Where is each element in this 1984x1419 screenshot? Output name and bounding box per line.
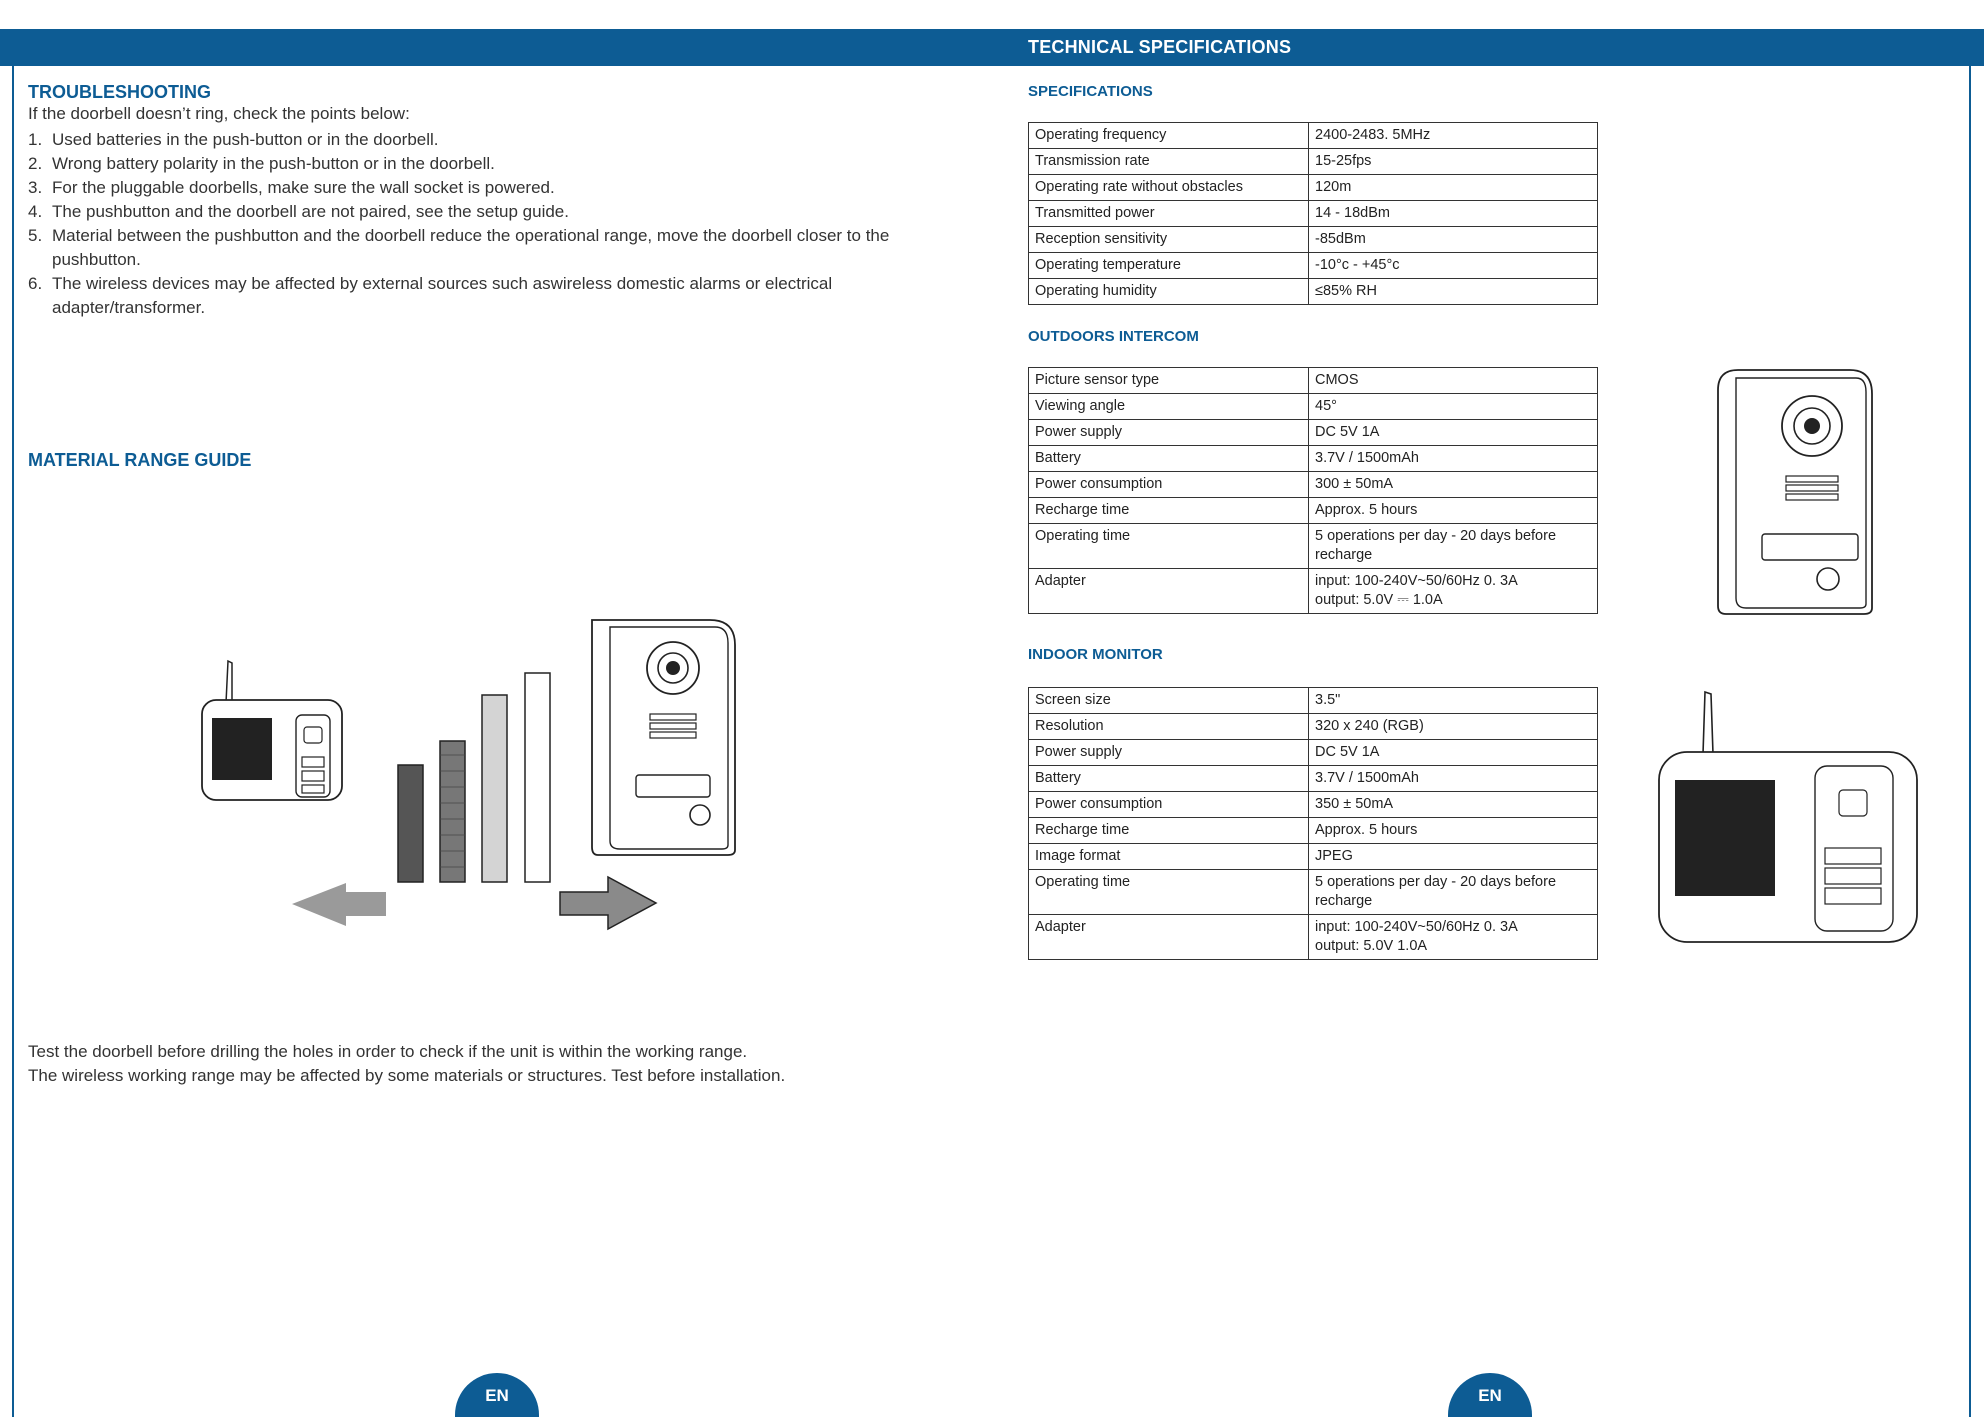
spec-value-line: 14 - 18dBm — [1315, 205, 1390, 221]
spec-value-line: 320 x 240 (RGB) — [1315, 718, 1424, 734]
spec-row — [1029, 149, 1598, 175]
indoor-monitor-heading: INDOOR MONITOR — [1028, 646, 1163, 663]
spec-row — [1029, 472, 1598, 498]
spec-value-line: 3.7V / 1500mAh — [1315, 450, 1419, 466]
material-bar-wood — [525, 673, 550, 882]
troubleshooting-item-number: 1. — [28, 130, 43, 149]
spec-value-line: 3.7V / 1500mAh — [1315, 770, 1419, 786]
spec-label: Operating time — [1029, 870, 1309, 915]
spec-value — [1309, 740, 1598, 766]
spec-label: Transmission rate — [1029, 149, 1309, 175]
spec-row — [1029, 524, 1598, 569]
spec-label: Operating temperature — [1029, 253, 1309, 279]
spec-value-line: 5 operations per day - 20 days before — [1315, 528, 1557, 544]
spec-value-line: output: 5.0V 1.0A — [1315, 938, 1428, 954]
spec-value — [1309, 149, 1598, 175]
spec-value-line: input: 100-240V~50/60Hz 0. 3A — [1315, 919, 1518, 935]
spec-row — [1029, 915, 1598, 960]
spec-row — [1029, 279, 1598, 305]
spec-value — [1309, 792, 1598, 818]
outdoor-intercom-image — [1712, 368, 1882, 618]
spec-label: Battery — [1029, 446, 1309, 472]
troubleshooting-item — [28, 176, 898, 200]
spec-value-line: recharge — [1315, 547, 1373, 563]
spec-value — [1309, 569, 1598, 614]
spec-label: Screen size — [1029, 688, 1309, 714]
spec-value-line: 5 operations per day - 20 days before — [1315, 874, 1557, 890]
spec-value-line: CMOS — [1315, 372, 1359, 388]
troubleshooting-item — [28, 152, 898, 176]
material-range-heading: MATERIAL RANGE GUIDE — [28, 450, 252, 470]
spec-label: Picture sensor type — [1029, 368, 1309, 394]
spec-value-line: 120m — [1315, 179, 1352, 195]
spec-row — [1029, 123, 1598, 149]
right-page-border — [1969, 66, 1971, 1417]
indoor-monitor-illustration — [202, 661, 342, 800]
spec-label: Power supply — [1029, 740, 1309, 766]
troubleshooting-item-text: Material between the pushbutton and the doorbell reduce the operational range, move the doorbell closer to the pushbutton. — [52, 226, 890, 269]
spec-value — [1309, 688, 1598, 714]
left-page-border — [12, 66, 14, 1417]
specifications-heading: SPECIFICATIONS — [1028, 83, 1153, 100]
material-range-note-line-2: The wireless working range may be affected by some materials or structures. Test before installation. — [28, 1066, 786, 1085]
troubleshooting-item-text: Wrong battery polarity in the push-button or in the doorbell. — [52, 154, 495, 173]
troubleshooting-item-text: The pushbutton and the doorbell are not paired, see the setup guide. — [52, 202, 569, 221]
material-bar-concrete — [482, 695, 507, 882]
spec-value — [1309, 472, 1598, 498]
outdoor-intercom-table — [1028, 367, 1598, 614]
spec-value — [1309, 714, 1598, 740]
troubleshooting-item-number: 5. — [28, 226, 43, 245]
spec-label: Image format — [1029, 844, 1309, 870]
spec-value — [1309, 368, 1598, 394]
spec-label: Adapter — [1029, 569, 1309, 614]
language-tab-right: EN — [1448, 1373, 1532, 1417]
spec-label: Adapter — [1029, 915, 1309, 960]
spec-row — [1029, 569, 1598, 614]
spec-row — [1029, 175, 1598, 201]
troubleshooting-item-text: The wireless devices may be affected by external sources such aswireless domestic alarms or electrical adapter/transformer. — [52, 274, 833, 317]
spec-value — [1309, 870, 1598, 915]
spec-label: Power supply — [1029, 420, 1309, 446]
indoor-monitor-image — [1655, 688, 1925, 958]
spec-value — [1309, 818, 1598, 844]
spec-value — [1309, 420, 1598, 446]
spec-row — [1029, 870, 1598, 915]
troubleshooting-list — [28, 128, 898, 320]
spec-row — [1029, 446, 1598, 472]
indoor-monitor-table — [1028, 687, 1598, 960]
material-bar-metal — [398, 765, 423, 882]
outdoor-intercom-illustration — [592, 620, 735, 855]
spec-row — [1029, 844, 1598, 870]
spec-label: Operating humidity — [1029, 279, 1309, 305]
troubleshooting-item-text: For the pluggable doorbells, make sure the wall socket is powered. — [52, 178, 555, 197]
spec-value-line: 15-25fps — [1315, 153, 1372, 169]
troubleshooting-item-text: Used batteries in the push-button or in the doorbell. — [52, 130, 439, 149]
spec-value — [1309, 524, 1598, 569]
spec-value-line: Approx. 5 hours — [1315, 502, 1418, 518]
spec-label: Transmitted power — [1029, 201, 1309, 227]
spec-value-line: -10°c - +45°c — [1315, 257, 1400, 273]
troubleshooting-intro: If the doorbell doesn’t ring, check the points below: — [28, 104, 410, 123]
spec-label: Battery — [1029, 766, 1309, 792]
spec-row — [1029, 201, 1598, 227]
spec-label: Power consumption — [1029, 472, 1309, 498]
spec-value-line: Approx. 5 hours — [1315, 822, 1418, 838]
spec-label: Recharge time — [1029, 818, 1309, 844]
troubleshooting-item-number: 3. — [28, 178, 43, 197]
spec-value-line: 45° — [1315, 398, 1337, 414]
material-range-note — [28, 1040, 785, 1088]
spec-value — [1309, 446, 1598, 472]
specifications-table — [1028, 122, 1598, 305]
spec-label: Power consumption — [1029, 792, 1309, 818]
troubleshooting-item — [28, 272, 898, 320]
spec-label: Operating time — [1029, 524, 1309, 569]
material-range-illustration — [190, 615, 710, 915]
spec-row — [1029, 740, 1598, 766]
troubleshooting-heading: TROUBLESHOOTING — [28, 82, 211, 102]
material-range-note-line-1: Test the doorbell before drilling the holes in order to check if the unit is within the working range. — [28, 1042, 748, 1061]
spec-value-line: JPEG — [1315, 848, 1353, 864]
spec-value — [1309, 227, 1598, 253]
spec-label: Operating frequency — [1029, 123, 1309, 149]
spec-value — [1309, 123, 1598, 149]
spec-value-line: recharge — [1315, 893, 1373, 909]
spec-value — [1309, 253, 1598, 279]
spec-row — [1029, 394, 1598, 420]
spec-row — [1029, 688, 1598, 714]
spec-value — [1309, 279, 1598, 305]
arrow-left-icon — [292, 883, 386, 926]
spec-row — [1029, 498, 1598, 524]
spec-label: Operating rate without obstacles — [1029, 175, 1309, 201]
troubleshooting-item-number: 6. — [28, 274, 43, 293]
page-title: TECHNICAL SPECIFICATIONS — [1028, 37, 1292, 57]
spec-value — [1309, 844, 1598, 870]
spec-value-line: output: 5.0V ⎓ 1.0A — [1315, 592, 1443, 608]
spec-value — [1309, 915, 1598, 960]
spec-value-line: DC 5V 1A — [1315, 424, 1380, 440]
spec-label: Recharge time — [1029, 498, 1309, 524]
troubleshooting-item — [28, 224, 898, 272]
spec-value-line: ≤85% RH — [1315, 283, 1377, 299]
outdoor-intercom-heading: OUTDOORS INTERCOM — [1028, 328, 1199, 345]
spec-value — [1309, 766, 1598, 792]
spec-value-line: 3.5" — [1315, 692, 1341, 708]
spec-row — [1029, 714, 1598, 740]
spec-value-line: 350 ± 50mA — [1315, 796, 1394, 812]
material-bar-brick — [440, 741, 465, 882]
spec-value — [1309, 175, 1598, 201]
troubleshooting-item-number: 2. — [28, 154, 43, 173]
troubleshooting-item — [28, 200, 898, 224]
spec-row — [1029, 253, 1598, 279]
spec-row — [1029, 420, 1598, 446]
language-tab-left: EN — [455, 1373, 539, 1417]
spec-value — [1309, 498, 1598, 524]
spec-value-line: -85dBm — [1315, 231, 1366, 247]
spec-row — [1029, 818, 1598, 844]
spec-row — [1029, 792, 1598, 818]
spec-row — [1029, 368, 1598, 394]
spec-row — [1029, 766, 1598, 792]
spec-label: Reception sensitivity — [1029, 227, 1309, 253]
spec-label: Resolution — [1029, 714, 1309, 740]
spec-value-line: input: 100-240V~50/60Hz 0. 3A — [1315, 573, 1518, 589]
header-bar — [0, 29, 1984, 66]
spec-value — [1309, 201, 1598, 227]
spec-value-line: 300 ± 50mA — [1315, 476, 1394, 492]
spec-label: Viewing angle — [1029, 394, 1309, 420]
arrow-right-icon — [560, 877, 656, 929]
troubleshooting-item-number: 4. — [28, 202, 43, 221]
spec-row — [1029, 227, 1598, 253]
spec-value-line: DC 5V 1A — [1315, 744, 1380, 760]
troubleshooting-item — [28, 128, 898, 152]
spec-value — [1309, 394, 1598, 420]
spec-value-line: 2400-2483. 5MHz — [1315, 127, 1431, 143]
